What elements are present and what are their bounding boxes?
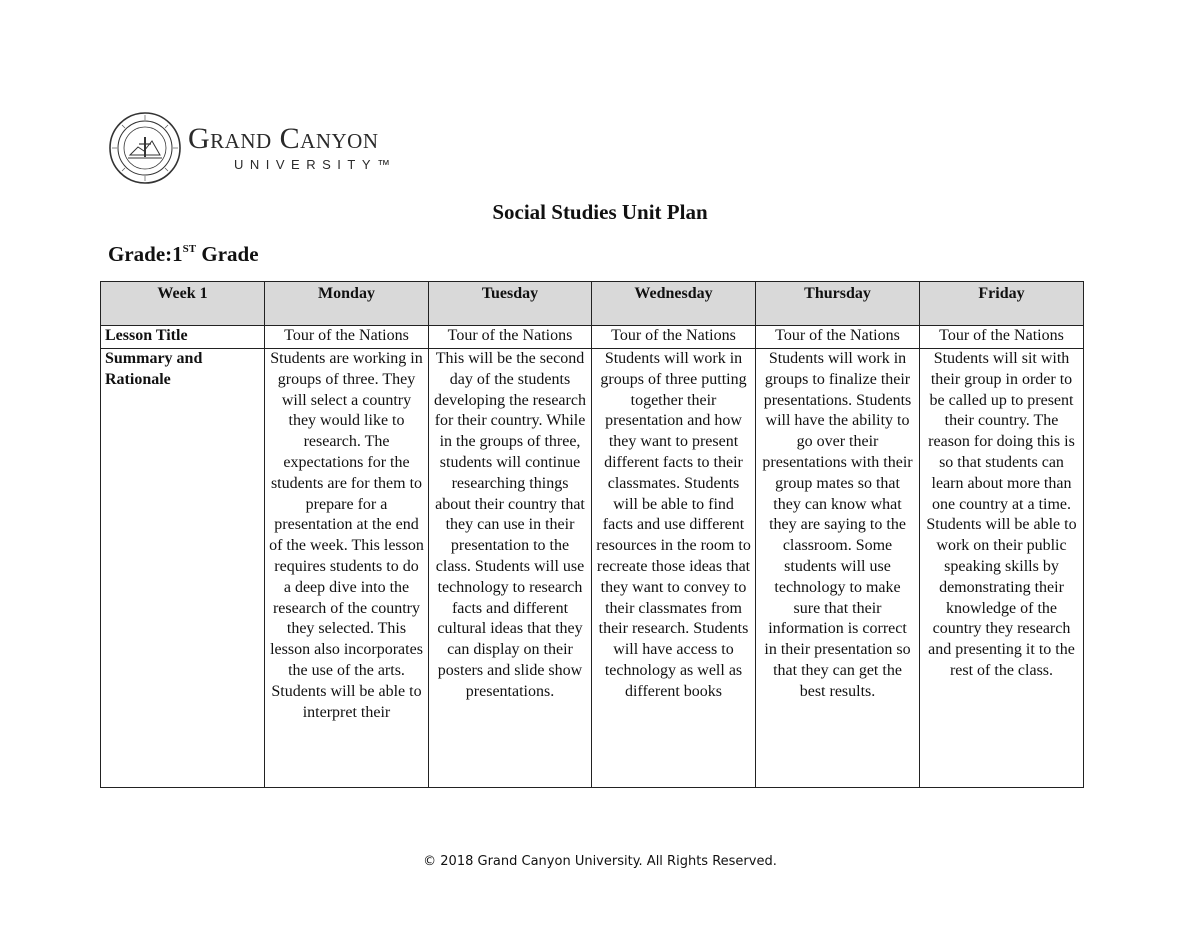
- summary-tuesday: This will be the second day of the students developing the research for their country. While in the groups of three, students will continue researching things about their country that they can use in their presentation to the class. Students will use technology to research facts and different cultural ideas that they can display on their posters and slide show presentations.: [434, 350, 586, 700]
- gcu-logo: [108, 110, 397, 185]
- table-row: [101, 326, 1084, 349]
- lesson-title-thursday: Tour of the Nations: [756, 326, 920, 349]
- summary-wednesday: Students will work in groups of three putting together their presentation and how they want to present different facts to their classmates. Students will be able to find facts and use different resources in the room to recreate those ideas that they want to convey to their classmates from their research. Students will have access to technology as well as different books: [596, 350, 751, 700]
- university-seal-icon: [108, 111, 182, 185]
- header-thursday: Thursday: [756, 282, 920, 326]
- grade-suffix: Grade: [196, 242, 259, 266]
- summary-friday: Students will sit with their group in order to be called up to present their country. The reason for doing this is so that students can learn about more than one country at a time. Students will be able to work on their public speaking skills by demonstrating their knowledge of the country they research and presenting it to the rest of the class.: [926, 350, 1077, 679]
- header-week: Week 1: [101, 282, 265, 326]
- grade-heading: [108, 242, 259, 267]
- table-header-row: [101, 282, 1084, 326]
- brand-subtitle: UNIVERSITY™: [234, 157, 397, 172]
- lesson-title-friday: Tour of the Nations: [920, 326, 1084, 349]
- header-wednesday: Wednesday: [592, 282, 756, 326]
- grade-superscript: ST: [182, 243, 197, 255]
- grade-label: Grade:1: [108, 242, 183, 266]
- header-friday: Friday: [920, 282, 1084, 326]
- summary-monday: Students are working in groups of three. They will select a country they would like to research. The expectations for the students are for them to prepare for a presentation at the end of the week. This lesson requires students to do a deep dive into the research of the country they selected. This lesson also incorporates the use of the arts. Students will be able to interpret their: [269, 350, 424, 721]
- header-monday: Monday: [265, 282, 429, 326]
- table-row: [101, 349, 1084, 788]
- copyright-footer: © 2018 Grand Canyon University. All Rights Reserved.: [423, 854, 777, 869]
- header-tuesday: Tuesday: [429, 282, 592, 326]
- lesson-title-wednesday: Tour of the Nations: [592, 326, 756, 349]
- summary-label: Summary and Rationale: [105, 350, 203, 388]
- summary-thursday: Students will work in groups to finalize their presentations. Students will have the ability to go over their presentations with their group mates so that they can know what they are saying to the classroom. Some students will use technology to make sure that their information is correct in their presentation so that they can get the best results.: [762, 350, 913, 700]
- brand-name: Grand Canyon: [188, 122, 379, 155]
- lesson-title-tuesday: Tour of the Nations: [429, 326, 592, 349]
- lesson-title-label: Lesson Title: [101, 326, 265, 349]
- lesson-title-monday: Tour of the Nations: [265, 326, 429, 349]
- page-title: Social Studies Unit Plan: [492, 200, 708, 224]
- unit-plan-table: [100, 281, 1084, 788]
